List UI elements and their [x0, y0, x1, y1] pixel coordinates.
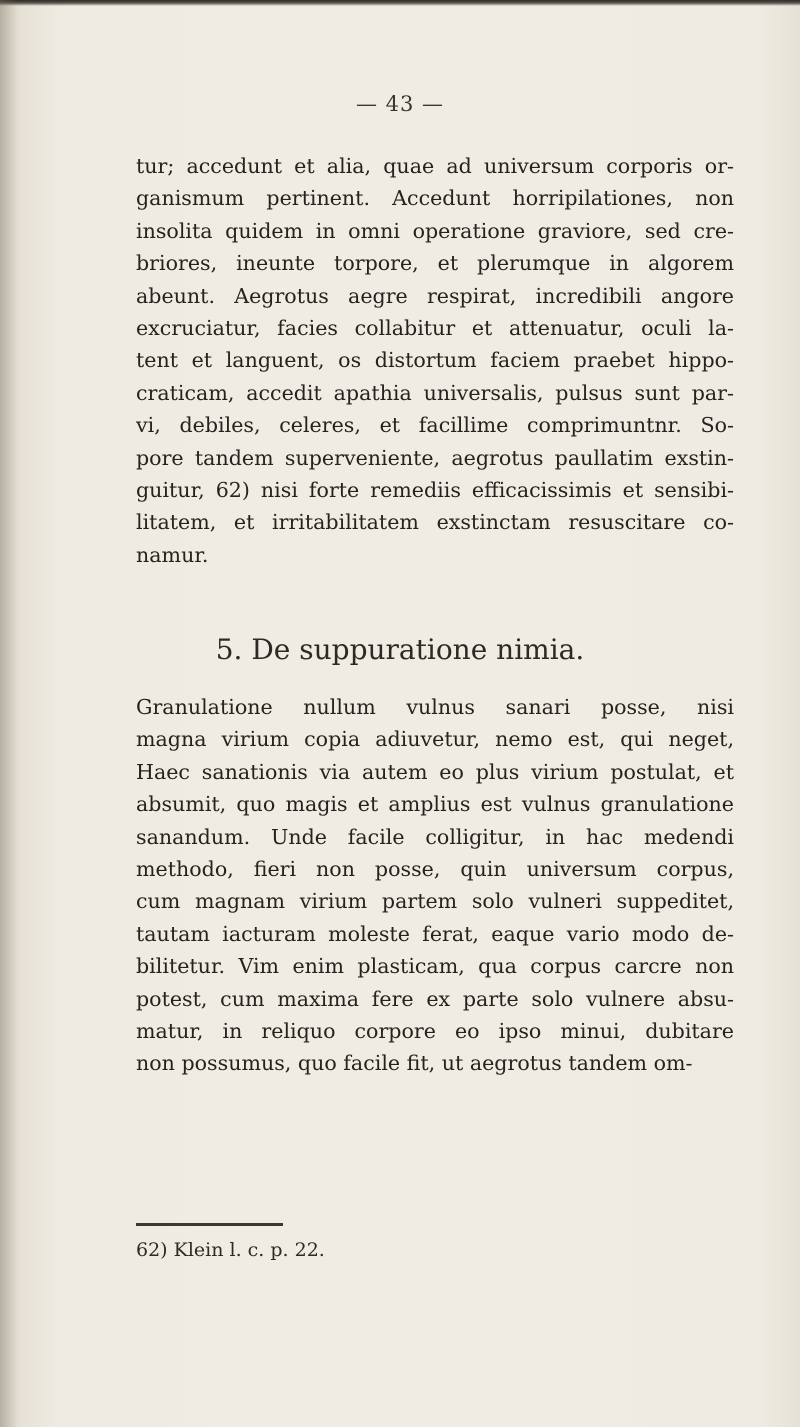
section-heading: 5. De suppuratione nimia.	[215, 633, 585, 666]
text-line: craticam, accedit apathia universalis, pulsus sunt par-	[136, 380, 734, 405]
text-line: vi, debiles, celeres, et facillime comprimuntnr. So-	[136, 413, 734, 438]
text-line: absumit, quo magis et amplius est vulnus granulatione	[136, 792, 734, 817]
paragraph-1	[136, 150, 734, 571]
text-line: ganismum pertinent. Accedunt horripilationes, non	[136, 186, 734, 211]
text-line: sanandum. Unde facile colligitur, in hac medendi	[136, 824, 734, 849]
text-line: abeunt. Aegrotus aegre respirat, incredibili angore	[136, 283, 734, 308]
text-line: bilitetur. Vim enim plasticam, qua corpus carcre non	[136, 954, 734, 979]
text-line: litatem, et irritabilitatem exstinctam resuscitare co-	[136, 510, 734, 535]
text-line: methodo, fieri non posse, quin universum corpus,	[136, 857, 734, 882]
text-line: Haec sanationis via autem eo plus virium postulat, et	[136, 759, 734, 784]
footnote-rule	[136, 1223, 283, 1226]
text-line: Granulatione nullum vulnus sanari posse, nisi	[136, 695, 734, 719]
text-line: insolita quidem in omni operatione graviore, sed cre-	[136, 218, 734, 243]
text-line: tur; accedunt et alia, quae ad universum corporis or-	[136, 154, 734, 178]
page-number: — 43 —	[355, 92, 445, 116]
text-line: namur.	[136, 542, 209, 567]
text-line: briores, ineunte torpore, et plerumque in algorem	[136, 251, 734, 276]
footnote: 62) Klein l. c. p. 22.	[136, 1239, 325, 1261]
binding-shadow	[0, 0, 18, 1427]
text-line: pore tandem superveniente, aegrotus paullatim exstin-	[136, 445, 734, 470]
text-line: excruciatur, facies collabitur et attenuatur, oculi la-	[136, 316, 734, 341]
text-line: guitur, 62) nisi forte remediis efficacissimis et sensibi-	[136, 478, 734, 503]
text-line: matur, in reliquo corpore eo ipso minui, dubitare	[136, 1019, 734, 1044]
top-page-edge	[0, 0, 800, 6]
text-line: magna virium copia adiuvetur, nemo est, qui neget,	[136, 727, 734, 752]
paragraph-2	[136, 691, 734, 1080]
text-line: tautam iacturam moleste ferat, eaque vario modo de-	[136, 921, 734, 946]
text-line: tent et languent, os distortum faciem praebet hippo-	[136, 348, 734, 373]
text-line: non possumus, quo facile fit, ut aegrotus tandem om-	[136, 1051, 693, 1076]
text-line: potest, cum maxima fere ex parte solo vulnere absu-	[136, 986, 734, 1011]
text-line: cum magnam virium partem solo vulneri suppeditet,	[136, 889, 734, 914]
